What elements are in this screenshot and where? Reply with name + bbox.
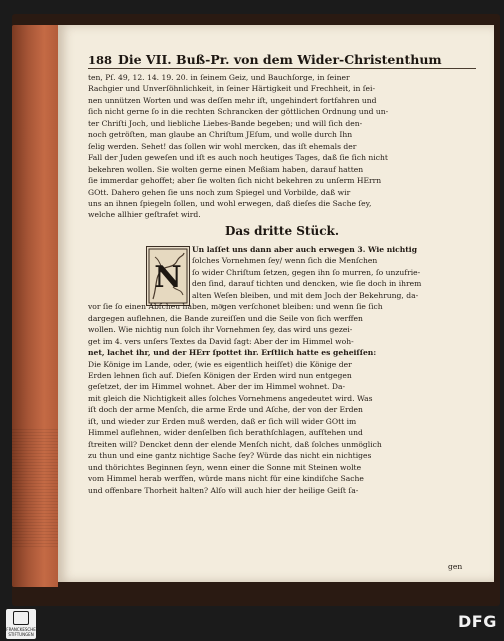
text-line: mit gleich die Nichtigkeit alles ſolches Vornehmens angedeutet wird. Was [88,393,373,403]
text-line: nen unnützen Worten und was deſſen mehr iſt, ungehindert fortfahren und [88,95,377,105]
text-line: ſolches Vornehmen ſey/ wenn ſich die Menſchen [192,256,378,266]
text-line: Erden lehnen ſich auf. Dieſen Königen der Erden wird nun entgegen [88,370,352,380]
text-line: ſtreiten will? Dencket denn der elende Menſch nicht, daß ſolches unmöglich [88,439,382,449]
text-line: Rachgier und Unverſöhnlichkeit, in ſeiner Härtigkeit und Frechheit, in ſei- [88,84,376,94]
text-line: welche allhier geſtrafet wird. [88,210,201,220]
text-line: und offenbare Thorheit halten? Alſo will auch hier der heilige Geiſt ſa- [88,485,359,495]
text-line: alten Weſen bleiben, und mit dem Joch der Bekehrung, da- [192,290,419,300]
header-rule [88,68,476,69]
text-line: Fall der Juden geweſen und iſt es auch noch heutiges Tages, daß ſie ſich nicht [88,153,388,163]
dfg-logo: DFG [458,612,497,631]
text-line: vor ſie ſo einen Abſcheu haben, möͤgen verſchonet bleiben: und wenn ſie ſich [88,302,383,312]
text-line: ten, Pſ. 49, 12. 14. 19. 20. in ſeinem Geiz, und Bauchſorge, in ſeiner [88,73,350,82]
paragraph-2 [88,244,476,496]
text-line: ſo wider Chriſtum ſetzen, gegen ihn ſo murren, ſo unzufrie- [192,267,421,277]
text-line: ſich nicht gerne ſo in die rechten Schrancken der göttlichen Ordnung und un- [88,107,389,117]
text-line: dargegen auflehnen, die Bande zureiſſen und die Seile von ſich werffen [88,313,363,323]
text-line: noch getröſten, man glaube an Chriſtum JEſum, und wolle durch Ihn [88,130,353,140]
text-line: get im 4. vers unſers Textes da David ſagt: Aber der im Himmel woh- [88,336,354,346]
paragraph-1 [88,72,476,221]
text-line: zu thun und eine gantz nichtige Sache ſey? Würde das nicht ein nichtiges [88,451,372,461]
logo-mark-icon [13,611,29,625]
page-number: 188 [88,53,113,67]
running-title: Die VII. Buß-Pr. von dem Wider-Christenthum [118,52,442,67]
text-line: ſie immerdar gehoffet; aber ſie wolten ſich nicht bekehren zu unſerm HErrn [88,176,382,186]
text-line: geſetzet, der im Himmel wohnet. Aber der im Himmel wohnet. Da- [88,382,346,392]
franckesche-stiftungen-logo: FRANCKESCHE STIFTUNGEN [6,609,36,639]
text-line: GOtt. Dahero gehen ſie uns noch zum Spiegel und Vorbilde, daß wir [88,187,351,197]
text-line: iſt doch der arme Menſch, die arme Erde und Aſche, der von der Erden [88,405,363,415]
text-line: bekehren wollen. Sie wolten gerne einen Meßiam haben, darauf hatten [88,164,364,174]
text-line: iſt, und wieder zur Erden muß werden, daß er ſich will wider GOtt im [88,416,357,426]
text-line: net, lachet ihr, und der HErr ſpottet ihr. Erſtlich hatte es geheiſſen: [88,348,377,358]
text-line: Un laſſet uns dann aber auch erwegen 3. Wie nichtig [192,245,418,254]
catchword: gen [448,562,463,571]
text-line: vom Himmel herab werffen, würde mans nicht für eine kindiſche Sache [88,474,364,484]
text-line: ter Chriſti Joch, und liebliche Liebes-Bande begeben; und will ſich den- [88,118,363,128]
text-line: den ſind, darauf tichten und dencken, wie ſie doch in ihrem [192,279,422,289]
text-line: Himmel auflehnen, wider denſelben ſich berathſchlagen, aufſtehen und [88,428,363,438]
text-line: wollen. Wie nichtig nun ſolch ihr Vornehmen ſey, das wird uns gezei- [88,325,353,335]
viewer-footer [0,607,504,641]
text-line: und thörichtes Beginnen ſeyn, wenn einer die Sonne mit Steinen wolte [88,462,362,472]
running-header [88,52,478,67]
text-line: uns an ihnen ſpiegeln ſollen, und wohl erwegen, daß dieſes die Sache ſey, [88,198,372,208]
text-line: ſelig werden. Sehet! das ſollen wir wohl mercken, das iſt ehemals der [88,141,357,151]
page-edge [12,25,58,587]
svg-text:N: N [154,260,182,295]
section-heading: Das dritte Stück. [224,224,340,238]
text-line: Die Könige im Lande, oder, (wie es eigentlich heiſſet) die Könige der [88,359,352,369]
